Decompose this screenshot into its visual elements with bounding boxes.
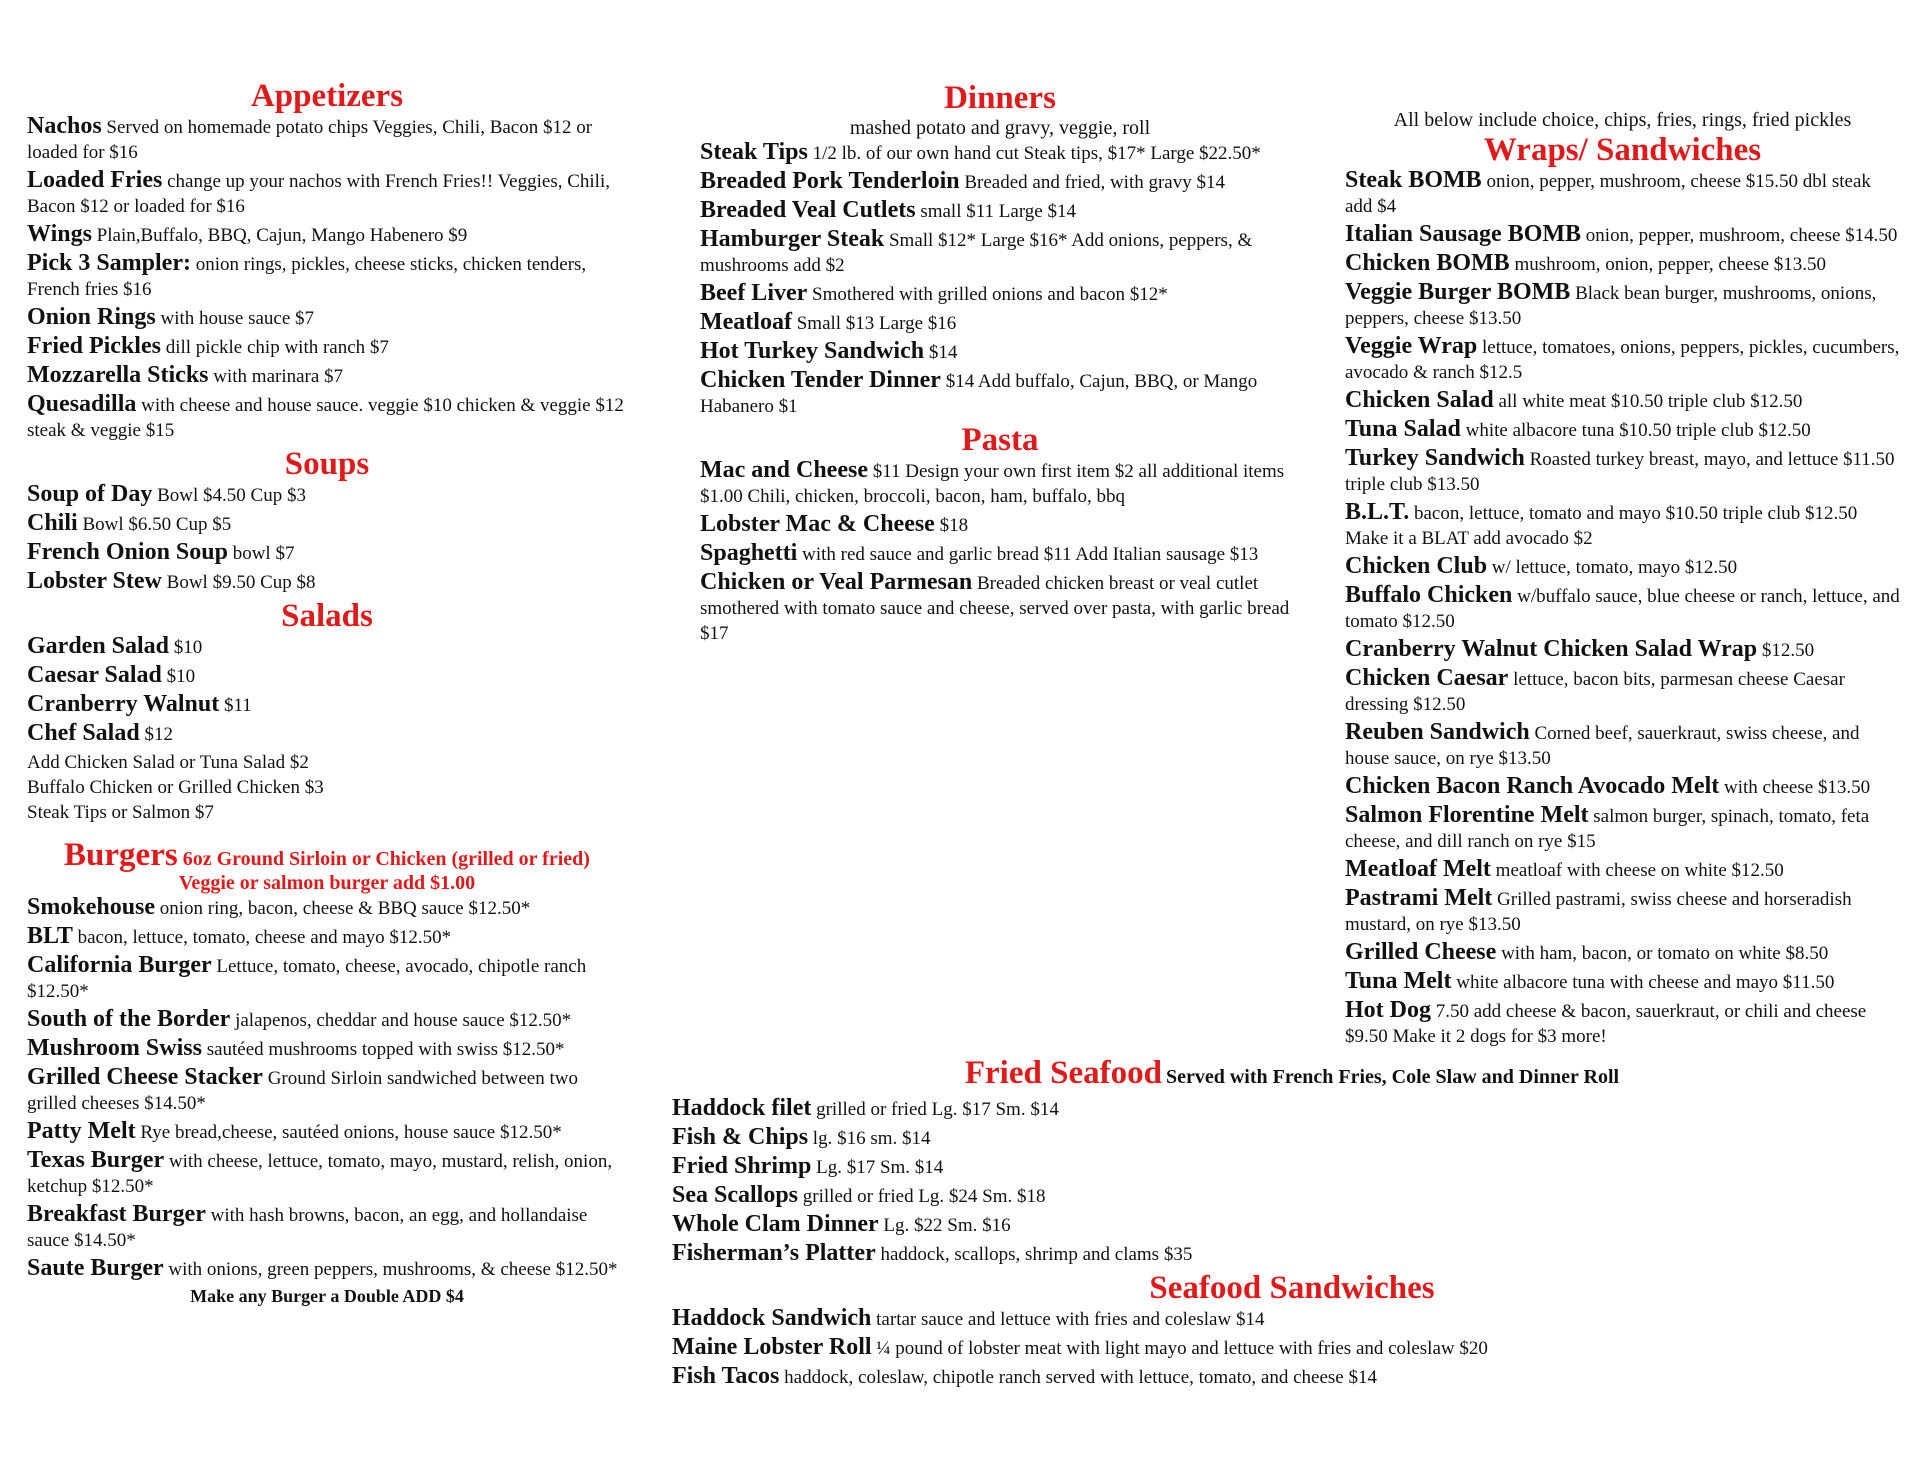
menu-item-name: Chicken Tender Dinner [700, 367, 941, 393]
menu-item-description: Roasted turkey breast, mayo, and lettuce $11.50 triple club $13.50 [1345, 449, 1895, 495]
menu-item [672, 1125, 1912, 1151]
menu-item-description: haddock, coleslaw, chipotle ranch served with lettuce, tomato, and cheese $14 [784, 1367, 1377, 1388]
menu-item-name: Beef Liver [700, 280, 808, 306]
dinners-subtitle: mashed potato and gravy, veggie, roll [849, 117, 1151, 139]
menu-item [1345, 222, 1900, 248]
menu-item-description: with cheese $13.50 [1723, 777, 1871, 798]
menu-item-name: Grilled Cheese Stacker [27, 1064, 263, 1090]
menu-item-description: ¼ pound of lobster meat with light mayo and lettuce with fries and coleslaw $20 [876, 1338, 1488, 1359]
menu-item-name: Lobster Stew [27, 568, 162, 594]
menu-item [672, 1212, 1912, 1238]
menu-item-name: Nachos [27, 113, 102, 139]
menu-item [27, 251, 627, 302]
salads-heading: Salads [281, 598, 373, 634]
menu-item-description: $14 Add buffalo, Cajun, BBQ, or Mango Habanero $1 [700, 371, 1258, 417]
burgers-note: Make any Burger a Double ADD $4 [190, 1286, 464, 1306]
menu-item-name: Turkey Sandwich [1345, 445, 1525, 471]
menu-item-description: change up your nachos with French Fries!! Veggies, Chili, Bacon $12 or loaded for $16 [27, 171, 610, 217]
menu-item-description: Black bean burger, mushrooms, onions, peppers, cheese $13.50 [1345, 283, 1877, 329]
menu-item [1345, 417, 1900, 443]
menu-item [27, 511, 627, 537]
menu-item-name: Texas Burger [27, 1147, 165, 1173]
appetizers-heading: Appetizers [250, 78, 404, 114]
menu-item [27, 569, 627, 595]
menu-item-description: with red sauce and garlic bread $11 Add Italian sausage $13 [802, 544, 1259, 565]
wraps-note: All below include choice, chips, fries, rings, fried pickles [1393, 109, 1852, 131]
menu-item-description: onion, pepper, mushroom, cheese $14.50 [1585, 225, 1898, 246]
menu-item-name: Fried Shrimp [672, 1153, 812, 1179]
menu-item [1345, 969, 1900, 995]
menu-item-name: Steak BOMB [1345, 167, 1482, 193]
menu-item-name: Fish Tacos [672, 1363, 780, 1389]
menu-item-name: Haddock Sandwich [672, 1305, 872, 1331]
menu-item [27, 1256, 627, 1282]
menu-item-name: Fish & Chips [672, 1124, 809, 1150]
menu-item-description: Bowl $9.50 Cup $8 [166, 572, 316, 593]
menu-item-description: white albacore tuna $10.50 triple club $12.50 [1465, 420, 1811, 441]
menu-item-description: lettuce, tomatoes, onions, peppers, pickles, cucumbers, avocado & ranch $12.5 [1345, 337, 1900, 383]
menu-item-description: onion rings, pickles, cheese sticks, chicken tenders, French fries $16 [27, 254, 587, 300]
menu-item-description: white albacore tuna with cheese and mayo $11.50 [1456, 972, 1835, 993]
dinners-heading: Dinners [944, 80, 1056, 116]
menu-item [700, 227, 1300, 278]
menu-item-name: Tuna Salad [1345, 416, 1461, 442]
menu-item-description: $12.50 [1761, 640, 1815, 661]
menu-item-description: with hash browns, bacon, an egg, and hollandaise sauce $14.50* [27, 1205, 588, 1251]
menu-item-description: Breaded chicken breast or veal cutlet smothered with tomato sauce and cheese, served over pasta, with garlic bread $17 [700, 573, 1290, 644]
menu-item-description: $18 [939, 515, 969, 536]
menu-item-name: Chicken Salad [1345, 387, 1494, 413]
menu-item-description: with house sauce $7 [160, 308, 315, 329]
menu-item-description: with onions, green peppers, mushrooms, & cheese $12.50* [168, 1259, 618, 1280]
menu-item-description: onion ring, bacon, cheese & BBQ sauce $12.50* [159, 898, 531, 919]
menu-item-description: Plain,Buffalo, BBQ, Cajun, Mango Habenero $9 [96, 225, 468, 246]
menu-item-name: Tuna Melt [1345, 968, 1452, 994]
burgers-list [27, 895, 627, 1282]
menu-item [27, 692, 627, 718]
pasta-list [700, 458, 1300, 646]
menu-item-description: Bowl $6.50 Cup $5 [82, 514, 232, 535]
menu-item-name: Whole Clam Dinner [672, 1211, 879, 1237]
menu-item [672, 1335, 1912, 1361]
menu-item-name: Pick 3 Sampler: [27, 250, 191, 276]
menu-item-name: Grilled Cheese [1345, 939, 1497, 965]
menu-item-description: bowl $7 [232, 543, 295, 564]
menu-item-name: Breaded Pork Tenderloin [700, 168, 960, 194]
menu-item-name: Patty Melt [27, 1118, 136, 1144]
menu-item-name: Chicken Bacon Ranch Avocado Melt [1345, 773, 1720, 799]
soups-heading: Soups [284, 446, 370, 482]
menu-item-description: Grilled pastrami, swiss cheese and horseradish mustard, on rye $13.50 [1345, 889, 1852, 935]
menu-item-name: Smokehouse [27, 894, 156, 920]
appetizers-list [27, 114, 627, 443]
fried-seafood-heading [672, 1055, 1912, 1092]
column-middle [700, 80, 1300, 649]
menu-item [1345, 720, 1900, 771]
menu-item-name: Hot Turkey Sandwich [700, 338, 925, 364]
menu-item [27, 1119, 627, 1145]
burgers-subtitle-2: Veggie or salmon burger add $1.00 [178, 872, 476, 894]
menu-item [700, 281, 1300, 307]
burgers-heading [27, 837, 627, 873]
menu-item-description: Smothered with grilled onions and bacon $12* [812, 284, 1168, 305]
menu-item [1345, 803, 1900, 854]
seafood-sandwiches-heading: Seafood Sandwiches [1149, 1270, 1435, 1306]
menu-item [27, 1007, 627, 1033]
menu-item [700, 310, 1300, 336]
menu-item-description: Small $13 Large $16 [796, 313, 957, 334]
menu-item-description: onion, pepper, mushroom, cheese $15.50 dbl steak add $4 [1345, 171, 1871, 217]
menu-item [1345, 554, 1900, 580]
fried-seafood-subtitle: Served with French Fries, Cole Slaw and Dinner Roll [1165, 1066, 1620, 1088]
menu-item-description: Rye bread,cheese, sautéed onions, house sauce $12.50* [140, 1122, 562, 1143]
menu-item [27, 114, 627, 165]
menu-item-description: Lg. $22 Sm. $16 [883, 1215, 1011, 1236]
menu-item-description: $12 [144, 724, 173, 745]
menu-item [700, 140, 1300, 166]
menu-item-name: BLT [27, 923, 73, 949]
menu-item-name: Breaded Veal Cutlets [700, 197, 916, 223]
wraps-heading: Wraps/ Sandwiches [1483, 132, 1762, 168]
menu-item-name: Chicken BOMB [1345, 250, 1510, 276]
menu-item-name: Chicken Caesar [1345, 665, 1509, 691]
menu-item-name: Cranberry Walnut [27, 691, 220, 717]
column-left [27, 78, 627, 1307]
menu-item-description: Bowl $4.50 Cup $3 [157, 485, 306, 506]
menu-item-description: bacon, lettuce, tomato, cheese and mayo $12.50* [77, 927, 452, 948]
menu-item-description: with ham, bacon, or tomato on white $8.50 [1501, 943, 1829, 964]
menu-item [27, 953, 627, 1004]
seafood-sandwiches-list [672, 1306, 1912, 1390]
menu-item [27, 1148, 627, 1199]
menu-item-description: 7.50 add cheese & bacon, sauerkraut, or chili and cheese $9.50 Make it 2 dogs for $3 more! [1345, 1001, 1867, 1047]
soups-list [27, 482, 627, 595]
menu-item-description: small $11 Large $14 [920, 201, 1076, 222]
menu-item-name: Onion Rings [27, 304, 156, 330]
menu-item-name: Hot Dog [1345, 997, 1431, 1023]
menu-item-name: Meatloaf Melt [1345, 856, 1491, 882]
menu-item-description: Corned beef, sauerkraut, swiss cheese, and house sauce, on rye $13.50 [1345, 723, 1860, 769]
menu-item-name: Fisherman’s Platter [672, 1240, 876, 1266]
menu-item [1345, 666, 1900, 717]
menu-item [700, 541, 1300, 567]
seafood-section [672, 1055, 1912, 1393]
menu-item [1345, 168, 1900, 219]
menu-item-name: Cranberry Walnut Chicken Salad Wrap [1345, 636, 1758, 662]
menu-item-name: Soup of Day [27, 481, 153, 507]
menu-item-name: Veggie Burger BOMB [1345, 279, 1571, 305]
menu-item [672, 1183, 1912, 1209]
menu-item [1345, 251, 1900, 277]
menu-item [1345, 857, 1900, 883]
menu-item-name: South of the Border [27, 1006, 231, 1032]
menu-item-name: Chili [27, 510, 78, 536]
menu-item [27, 924, 627, 950]
pasta-heading: Pasta [961, 422, 1039, 458]
menu-item-description: grilled or fried Lg. $24 Sm. $18 [802, 1186, 1046, 1207]
menu-item-name: Salmon Florentine Melt [1345, 802, 1589, 828]
menu-item-description: $11 [223, 695, 252, 716]
menu-item-name: Chicken or Veal Parmesan [700, 569, 973, 595]
menu-item [27, 392, 627, 443]
menu-item-description: Ground Sirloin sandwiched between two grilled cheeses $14.50* [27, 1068, 578, 1114]
salad-addon: Add Chicken Salad or Tuna Salad $2 [27, 752, 309, 773]
menu-item-description: $10 [173, 637, 203, 658]
menu-item [700, 512, 1300, 538]
menu-item-description: bacon, lettuce, tomato and mayo $10.50 triple club $12.50 Make it a BLAT add avocado $2 [1345, 503, 1858, 549]
menu-item-name: Saute Burger [27, 1255, 164, 1281]
menu-item-name: Breakfast Burger [27, 1201, 206, 1227]
menu-item [1345, 334, 1900, 385]
menu-item-description: haddock, scallops, shrimp and clams $35 [880, 1244, 1193, 1265]
menu-item [700, 570, 1300, 646]
menu-item [1345, 500, 1900, 551]
menu-item-description: mushroom, onion, pepper, cheese $13.50 [1514, 254, 1827, 275]
menu-item [700, 458, 1300, 509]
salad-addon: Steak Tips or Salmon $7 [27, 802, 214, 823]
menu-item [27, 634, 627, 660]
menu-item-description: jalapenos, cheddar and house sauce $12.50* [235, 1010, 572, 1031]
menu-item-name: Quesadilla [27, 391, 137, 417]
menu-item [672, 1364, 1912, 1390]
menu-item-description: meatloaf with cheese on white $12.50 [1495, 860, 1784, 881]
menu-item [27, 663, 627, 689]
menu-item [27, 168, 627, 219]
menu-item [1345, 446, 1900, 497]
menu-item-description: with marinara $7 [213, 366, 344, 387]
menu-item-name: Chef Salad [27, 720, 140, 746]
menu-item-description: grilled or fried Lg. $17 Sm. $14 [816, 1099, 1059, 1120]
menu-item [27, 222, 627, 248]
menu-item-name: Mozzarella Sticks [27, 362, 209, 388]
menu-item-name: Garden Salad [27, 633, 170, 659]
menu-item-description: w/ lettuce, tomato, mayo $12.50 [1491, 557, 1738, 578]
menu-item [27, 721, 627, 747]
menu-item-description: all white meat $10.50 triple club $12.50 [1498, 391, 1803, 412]
menu-item [27, 1202, 627, 1253]
menu-item [672, 1306, 1912, 1332]
menu-item [700, 339, 1300, 365]
menu-item [1345, 886, 1900, 937]
wraps-list [1345, 168, 1900, 1049]
menu-item-name: Pastrami Melt [1345, 885, 1493, 911]
column-right [1345, 108, 1900, 1052]
salads-list [27, 634, 627, 747]
fried-seafood-list [672, 1096, 1912, 1267]
burgers-subtitle: 6oz Ground Sirloin or Chicken (grilled or fried) [182, 848, 590, 870]
menu-item-name: Veggie Wrap [1345, 333, 1478, 359]
menu-item-name: Mushroom Swiss [27, 1035, 202, 1061]
menu-item [1345, 998, 1900, 1049]
menu-item [1345, 583, 1900, 634]
menu-item [672, 1241, 1912, 1267]
menu-item [27, 482, 627, 508]
menu-item [27, 895, 627, 921]
menu-item-name: Haddock filet [672, 1095, 812, 1121]
fried-seafood-title: Fried Seafood [964, 1055, 1162, 1091]
menu-item-description: $11 Design your own first item $2 all additional items $1.00 Chili, chicken, broccoli, bacon, ham, buffalo, bbq [700, 461, 1285, 507]
salad-addon: Buffalo Chicken or Grilled Chicken $3 [27, 777, 324, 798]
menu-item [1345, 940, 1900, 966]
menu-item [700, 169, 1300, 195]
menu-item-name: Chicken Club [1345, 553, 1488, 579]
menu-item-name: Fried Pickles [27, 333, 161, 359]
menu-item-name: Reuben Sandwich [1345, 719, 1530, 745]
menu-item-name: Lobster Mac & Cheese [700, 511, 935, 537]
menu-item-name: Meatloaf [700, 309, 792, 335]
menu-item-description: 1/2 lb. of our own hand cut Steak tips, $17* Large $22.50* [812, 143, 1261, 164]
menu-item-description: with cheese and house sauce. veggie $10 chicken & veggie $12 steak & veggie $15 [27, 395, 624, 441]
menu-item-description: Breaded and fried, with gravy $14 [964, 172, 1225, 193]
menu-item-description: lettuce, bacon bits, parmesan cheese Caesar dressing $12.50 [1345, 669, 1845, 715]
menu-item-name: Steak Tips [700, 139, 808, 165]
menu-item-name: California Burger [27, 952, 212, 978]
menu-item-name: Mac and Cheese [700, 457, 868, 483]
menu-item [1345, 637, 1900, 663]
menu-item [1345, 774, 1900, 800]
dinners-list [700, 140, 1300, 419]
menu-item [27, 1036, 627, 1062]
menu-item [1345, 388, 1900, 414]
menu-item [27, 540, 627, 566]
menu-item-description: $14 [928, 342, 958, 363]
menu-item-name: Hamburger Steak [700, 226, 885, 252]
burgers-title: Burgers [64, 837, 178, 873]
menu-item [27, 305, 627, 331]
menu-item-description: lg. $16 sm. $14 [812, 1128, 931, 1149]
menu-item-description: Lg. $17 Sm. $14 [816, 1157, 944, 1178]
menu-item [1345, 280, 1900, 331]
menu-item-description: tartar sauce and lettuce with fries and coleslaw $14 [876, 1309, 1265, 1330]
menu-item-description: sautéed mushrooms topped with swiss $12.50* [206, 1039, 565, 1060]
menu-item-name: Spaghetti [700, 540, 798, 566]
menu-item-name: Caesar Salad [27, 662, 162, 688]
menu-item-name: Maine Lobster Roll [672, 1334, 872, 1360]
menu-item-name: Wings [27, 221, 92, 247]
menu-item-description: Served on homemade potato chips Veggies, Chili, Bacon $12 or loaded for $16 [27, 117, 593, 163]
menu-item-name: Loaded Fries [27, 167, 163, 193]
menu-item-name: Italian Sausage BOMB [1345, 221, 1582, 247]
menu-item-name: Buffalo Chicken [1345, 582, 1513, 608]
menu-item-description: Lettuce, tomato, cheese, avocado, chipotle ranch $12.50* [27, 956, 587, 1002]
menu-item [672, 1096, 1912, 1122]
menu-item-name: Sea Scallops [672, 1182, 799, 1208]
menu-item-description: salmon burger, spinach, tomato, feta cheese, and dill ranch on rye $15 [1345, 806, 1870, 852]
menu-item [27, 363, 627, 389]
menu-item [700, 198, 1300, 224]
salads-addons [27, 750, 627, 825]
menu-item [700, 368, 1300, 419]
menu-item-description: dill pickle chip with ranch $7 [165, 337, 389, 358]
menu-item [672, 1154, 1912, 1180]
menu-item-name: French Onion Soup [27, 539, 228, 565]
menu-item-description: with cheese, lettuce, tomato, mayo, mustard, relish, onion, ketchup $12.50* [27, 1151, 613, 1197]
menu-item-description: $10 [166, 666, 196, 687]
menu-item-description: w/buffalo sauce, blue cheese or ranch, lettuce, and tomato $12.50 [1345, 586, 1900, 632]
menu-item-name: B.L.T. [1345, 499, 1410, 525]
menu-item [27, 1065, 627, 1116]
menu-item [27, 334, 627, 360]
menu-item-description: Small $12* Large $16* Add onions, peppers, & mushrooms add $2 [700, 230, 1253, 276]
